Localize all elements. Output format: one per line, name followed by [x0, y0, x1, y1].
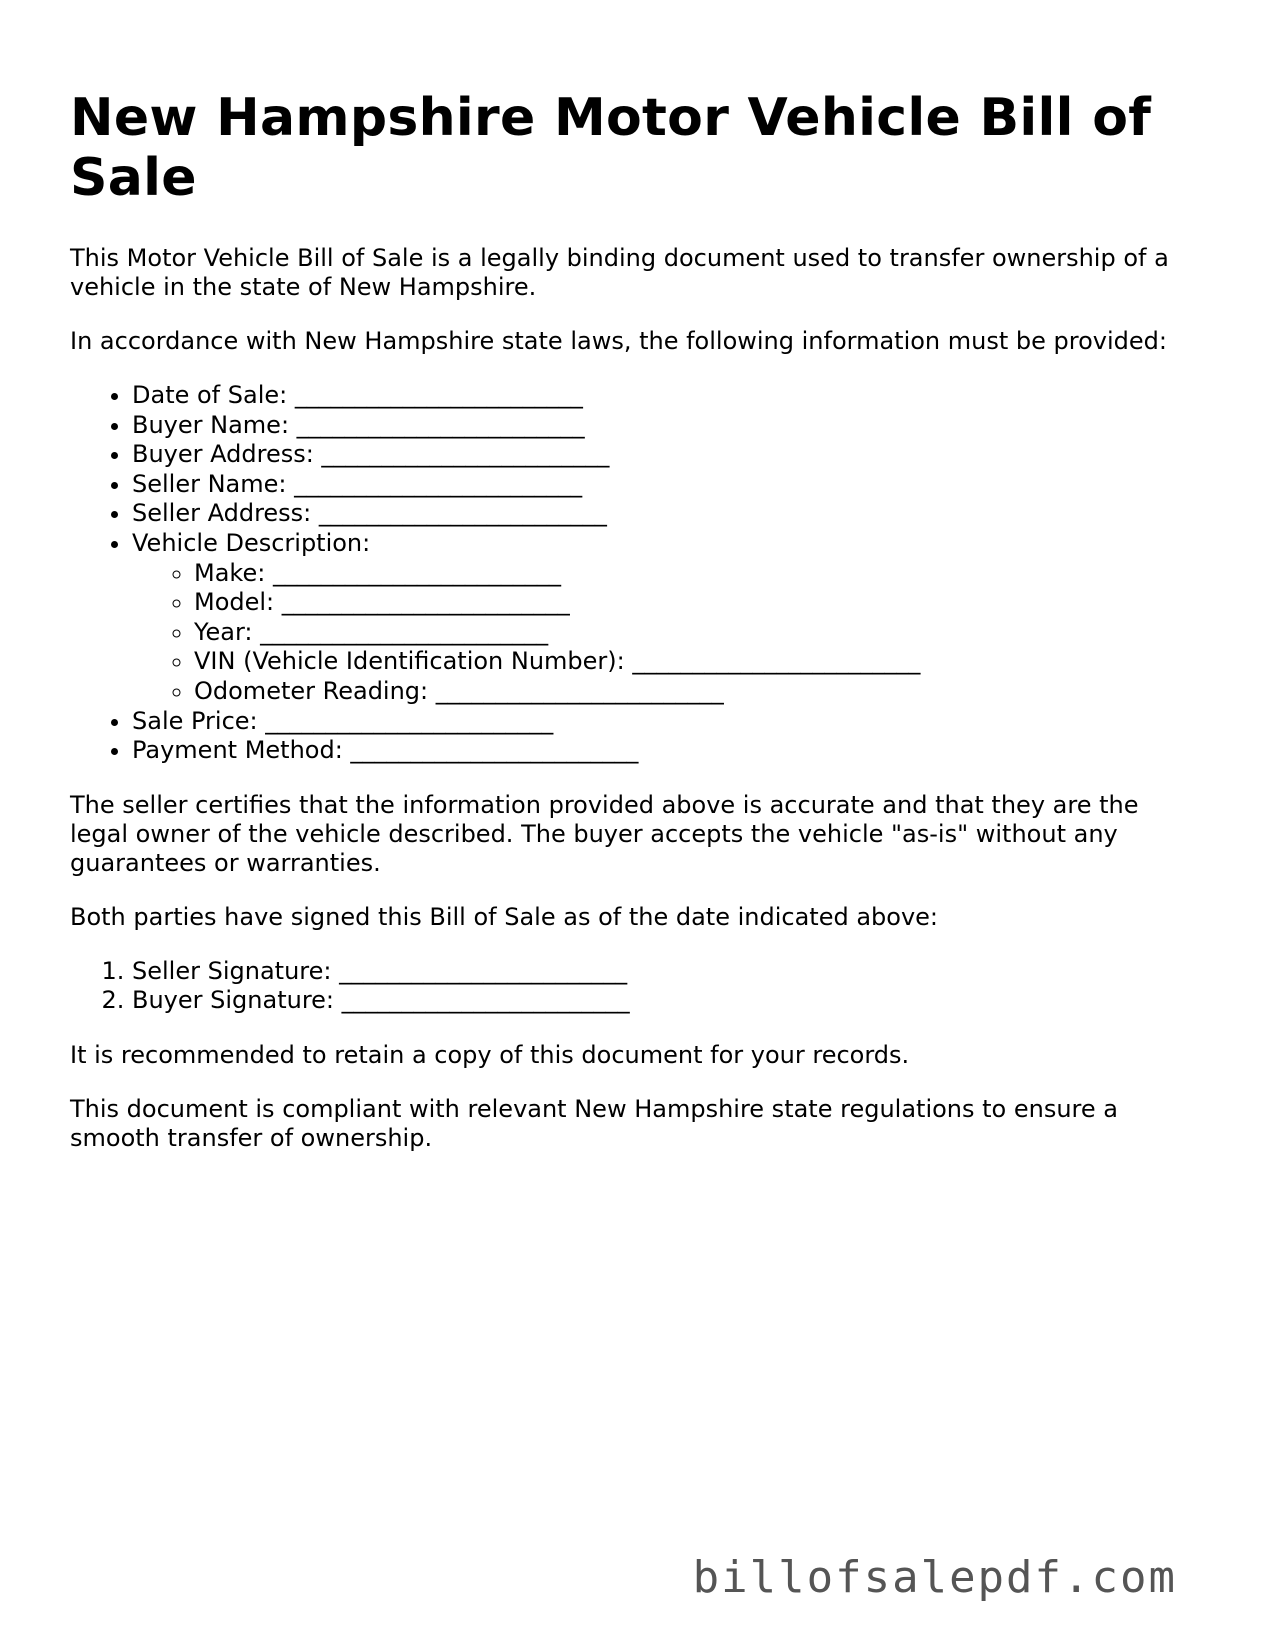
buyer-signature-line: 2. Buyer Signature: ________________________	[132, 986, 1200, 1016]
field-odometer: ◦ Odometer Reading: ________________________	[194, 677, 1200, 707]
requirement-paragraph: In accordance with New Hampshire state laws, the following information must be provided:	[70, 327, 1167, 355]
seller-signature-line: 1. Seller Signature: ________________________	[132, 957, 1200, 987]
field-vin: ◦ VIN (Vehicle Identification Number): ________________________	[194, 647, 1200, 677]
field-sale-price: • Sale Price: ________________________	[132, 707, 1200, 737]
field-model: ◦ Model: ________________________	[194, 588, 1200, 618]
field-year: ◦ Year: ________________________	[194, 618, 1200, 648]
field-seller-address: • Seller Address: ________________________	[132, 499, 1200, 529]
signed-statement-paragraph: Both parties have signed this Bill of Sale as of the date indicated above:	[70, 902, 938, 931]
field-vehicle-description	[132, 529, 1200, 707]
field-buyer-name: • Buyer Name: ________________________	[132, 411, 1200, 441]
field-make: ◦ Make: ________________________	[194, 559, 1200, 589]
document-title: New Hampshire Motor Vehicle Bill of Sale	[70, 88, 1152, 208]
bill-of-sale-document	[70, 88, 1200, 1178]
field-date-of-sale: • Date of Sale: ________________________	[132, 381, 1200, 411]
field-payment-method: • Payment Method: ________________________	[132, 736, 1200, 766]
intro-paragraph: This Motor Vehicle Bill of Sale is a legally binding document used to transfer ownership of a vehicle in the state of New Hampshire.	[70, 244, 1169, 301]
site-watermark: billofsalepdf.com	[692, 1552, 1177, 1603]
field-buyer-address: • Buyer Address: ________________________	[132, 440, 1200, 470]
retain-note-paragraph: It is recommended to retain a copy of this document for your records.	[70, 1040, 910, 1069]
field-seller-name: • Seller Name: ________________________	[132, 470, 1200, 500]
required-fields-list	[70, 381, 1200, 766]
vehicle-description-label: Vehicle Description:	[132, 528, 371, 557]
certification-paragraph: The seller certifies that the information provided above is accurate and that they are the legal owner of the vehicle described. The buyer accepts the vehicle "as-is" without any guarantees or warranties.	[70, 790, 1139, 877]
signatures-list	[70, 957, 1200, 1016]
compliance-note-paragraph: This document is compliant with relevant New Hampshire state regulations to ensure a smooth transfer of ownership.	[70, 1094, 1118, 1152]
vehicle-description-sublist	[132, 559, 1200, 707]
